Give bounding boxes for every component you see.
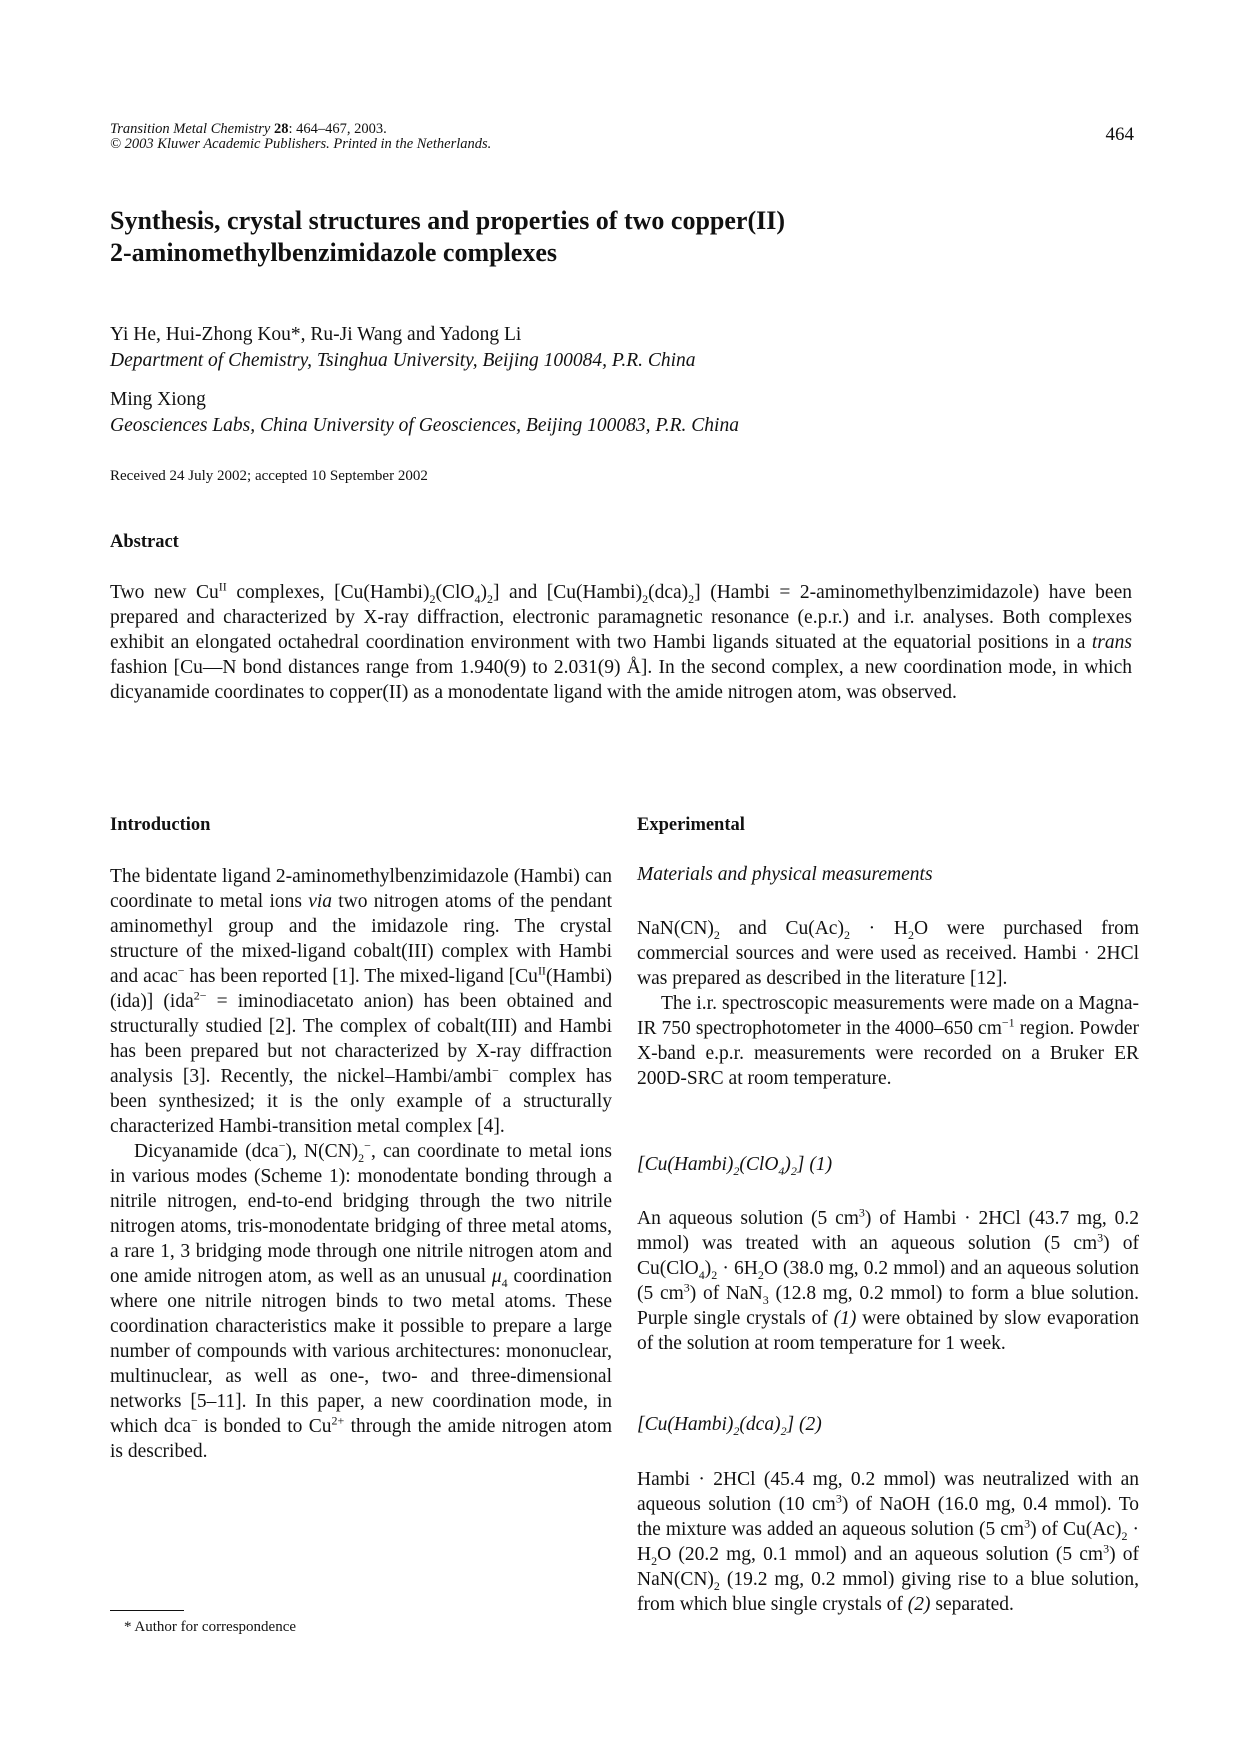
title-line-1: Synthesis, crystal structures and properties of two copper(II) — [110, 206, 785, 235]
abstract-heading: Abstract — [110, 532, 179, 552]
page-number: 464 — [1105, 124, 1134, 145]
copyright-line: © 2003 Kluwer Academic Publishers. Printed in the Netherlands. — [110, 136, 492, 152]
running-header — [110, 122, 1134, 152]
complex-2-paragraph: Hambi · 2HCl (45.4 mg, 0.2 mmol) was neutralized with an aqueous solution (10 $cm^3$) of NaOH (16.0 mg, 0.4 mmol). To the mixture was added an aqueous solution (5 $cm^3$) of $Cu(Ac)_2 \cdot H_2O$ (20.2 mg, 0.1 mmol) and an aqueous solution (5 $cm^3$) of $NaN(CN)_2$ (19.2 mg, 0.2 mmol) giving rise to a blue solution, from which blue single crystals of (2) separated. — [637, 1469, 1140, 1615]
materials-subheading: Materials and physical measurements — [637, 864, 933, 885]
complex-2-body — [637, 1467, 1139, 1617]
materials-body — [637, 916, 1139, 1091]
author-names-2: Ming Xiong — [110, 389, 206, 410]
experimental-heading: Experimental — [637, 815, 745, 835]
intro-paragraph-1: The bidentate ligand 2-aminomethylbenzimidazole (Hambi) can coordinate to metal ions via two nitrogen atoms of the pendant aminomethyl group and the imidazole ring. The crystal structure of the mixed-ligand cobalt(III) complex with Hambi and acac− has been reported [1]. The mixed-ligand $[Cu^{II}(Hambi)(ida)] (ida^{2-}$ = iminodiacetato anion) has been obtained and structurally studied [2]. The complex of cobalt(III) and Hambi has been prepared but not characterized by X-ray diffraction analysis [3]. Recently, the nickel–Hambi/ambi− complex has been synthesized; it is the only example of a structurally characterized Hambi-transition metal complex [4]. — [110, 866, 613, 1137]
title-line-2: 2-aminomethylbenzimidazole complexes — [110, 238, 557, 267]
materials-paragraph-1: $NaN(CN)_2$ and $Cu(Ac)_2 \cdot H_2O$ were purchased from commercial sources and were used as received. Hambi · 2HCl was prepared as described in the literature [12]. — [637, 918, 1140, 989]
paper-title — [110, 205, 1130, 269]
author-block-2 — [110, 387, 1130, 439]
materials-paragraph-2: The i.r. spectroscopic measurements were made on a Magna-IR 750 spectrophotometer in the 4000–650 $cm^{-1}$ region. Powder X-band e.p.r. measurements were recorded on a Bruker ER 200D-SRC at room temperature. — [637, 993, 1139, 1089]
complex-1-body — [637, 1206, 1139, 1356]
footnote: * Author for correspondence — [124, 1619, 297, 1635]
journal-pages-year: : 464–467, 2003. — [288, 121, 387, 137]
affiliation-1: Department of Chemistry, Tsinghua University, Beijing 100084, P.R. China — [110, 350, 696, 371]
intro-paragraph-2: Dicyanamide (dca−), $N(CN)_2^-$, can coordinate to metal ions in various modes (Scheme 1): monodentate bonding through a nitrile nitrogen, end-to-end bridging through the two nitrile nitrogen atoms, tris-monodentate bridging of three metal atoms, a rare 1, 3 bridging mode through one nitrile nitrogen atom and one amide nitrogen atom, as well as an unusual $\mu_4$ coordination where one nitrile nitrogen binds to two metal atoms. These coordination characteristics make it possible to prepare a large number of compounds with various architectures: mononuclear, multinuclear, as well as one-, two- and three-dimensional networks [5–11]. In this paper, a new coordination mode, in which dca− is bonded to $Cu^{2+}$ through the amide nitrogen atom is described. — [110, 1138, 613, 1462]
complex-1-subheading: $[Cu(Hambi)_2(ClO_4)_2]$ (1) — [637, 1154, 833, 1178]
author-names-1: Yi He, Hui-Zhong Kou*, Ru-Ji Wang and Yadong Li — [110, 324, 522, 345]
journal-citation — [110, 122, 1134, 137]
author-block-1 — [110, 322, 1130, 374]
journal-volume: 28 — [273, 121, 289, 137]
introduction-heading: Introduction — [110, 815, 211, 835]
affiliation-2: Geosciences Labs, China University of Geosciences, Beijing 100083, P.R. China — [110, 415, 739, 436]
footnote-rule — [110, 1610, 184, 1611]
journal-name: Transition Metal Chemistry — [110, 121, 271, 137]
introduction-body — [110, 864, 612, 1464]
complex-2-subheading: $[Cu(Hambi)_2(dca)_2]$ (2) — [637, 1414, 822, 1438]
received-dates: Received 24 July 2002; accepted 10 September 2002 — [110, 468, 428, 484]
complex-1-paragraph: An aqueous solution (5 $cm^3$) of Hambi · 2HCl (43.7 mg, 0.2 mmol) was treated with an aqueous solution (5 $cm^3$) of $Cu(ClO_4)_2 \cdot 6H_2O$ (38.0 mg, 0.2 mmol) and an aqueous solution (5 $cm^3$) of NaN$_3$ (12.8 mg, 0.2 mmol) to form a blue solution. Purple single crystals of (1) were obtained by slow evaporation of the solution at room temperature for 1 week. — [637, 1205, 1139, 1354]
abstract-text: Two new $Cu^{II}$ complexes, $[Cu(Hambi)_2(ClO_4)_2]$ and $[Cu(Hambi)_2(dca)_2]$ (Hambi = 2-aminomethylbenzimidazole) have been prepared and characterized by X-ray diffraction, electronic paramagnetic resonance (e.p.r.) and i.r. analyses. Both complexes exhibit an elongated octahedral coordination environment with two Hambi ligands situated at the equatorial positions in a trans fashion [Cu—N bond distances range from 1.940(9) to 2.031(9) Å]. In the second complex, a new coordination mode, in which dicyanamide coordinates to copper(II) as a monodentate ligand with the amide nitrogen atom, was observed. — [110, 579, 1132, 703]
